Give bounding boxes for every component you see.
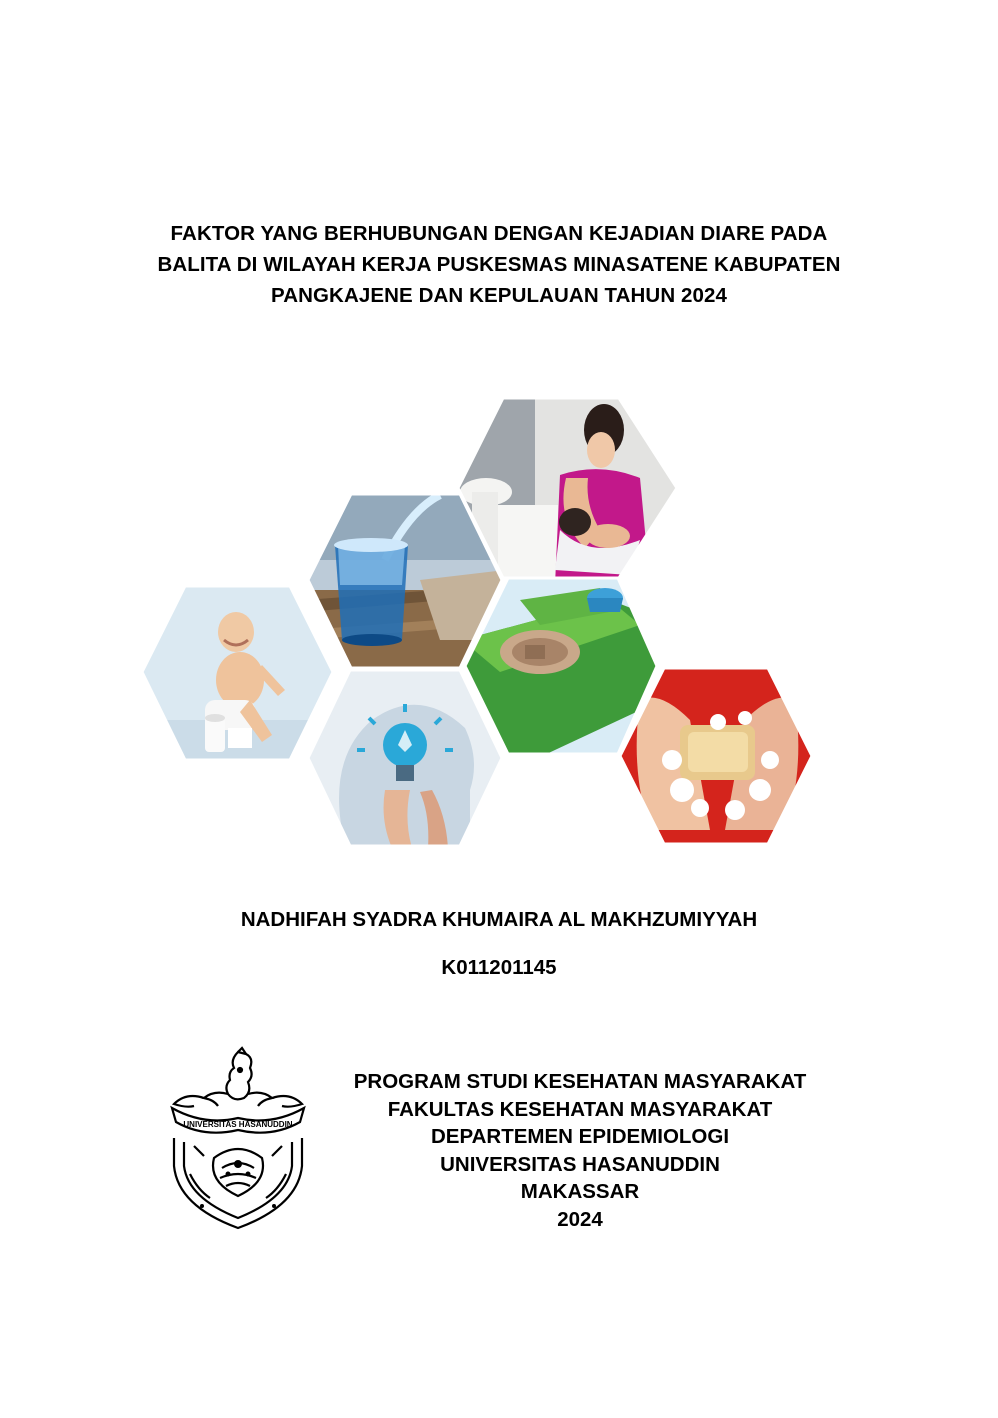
author-name: NADHIFAH SYADRA KHUMAIRA AL MAKHZUMIYYAH bbox=[240, 908, 758, 931]
title-line-2: BALITA DI WILAYAH KERJA PUSKESMAS MINASATENE KABUPATEN bbox=[157, 253, 841, 276]
program-line: PROGRAM STUDI KESEHATAN MASYARAKAT bbox=[353, 1070, 807, 1093]
student-id: K011201145 bbox=[441, 956, 557, 979]
institution-block bbox=[330, 1068, 830, 1233]
hasanuddin-university-emblem bbox=[164, 1046, 312, 1232]
crying-toddler-on-potty-image bbox=[140, 583, 336, 763]
emblem-banner-text: UNIVERSITAS HASANUDDIN bbox=[183, 1120, 293, 1129]
title-line-1: FAKTOR YANG BERHUBUNGAN DENGAN KEJADIAN DIARE PADA bbox=[170, 222, 828, 245]
city-line: MAKASSAR bbox=[520, 1180, 640, 1203]
handwashing-soap-image bbox=[617, 665, 817, 847]
year-line: 2024 bbox=[557, 1207, 603, 1231]
department-line: DEPARTEMEN EPIDEMIOLOGI bbox=[430, 1125, 730, 1148]
lightbulb-head-puzzle-image bbox=[305, 667, 505, 849]
title-line-3: PANGKAJENE DAN KEPULAUAN TAHUN 2024 bbox=[270, 284, 728, 307]
university-line: UNIVERSITAS HASANUDDIN bbox=[440, 1152, 720, 1176]
faculty-line: FAKULTAS KESEHATAN MASYARAKAT bbox=[387, 1097, 773, 1121]
